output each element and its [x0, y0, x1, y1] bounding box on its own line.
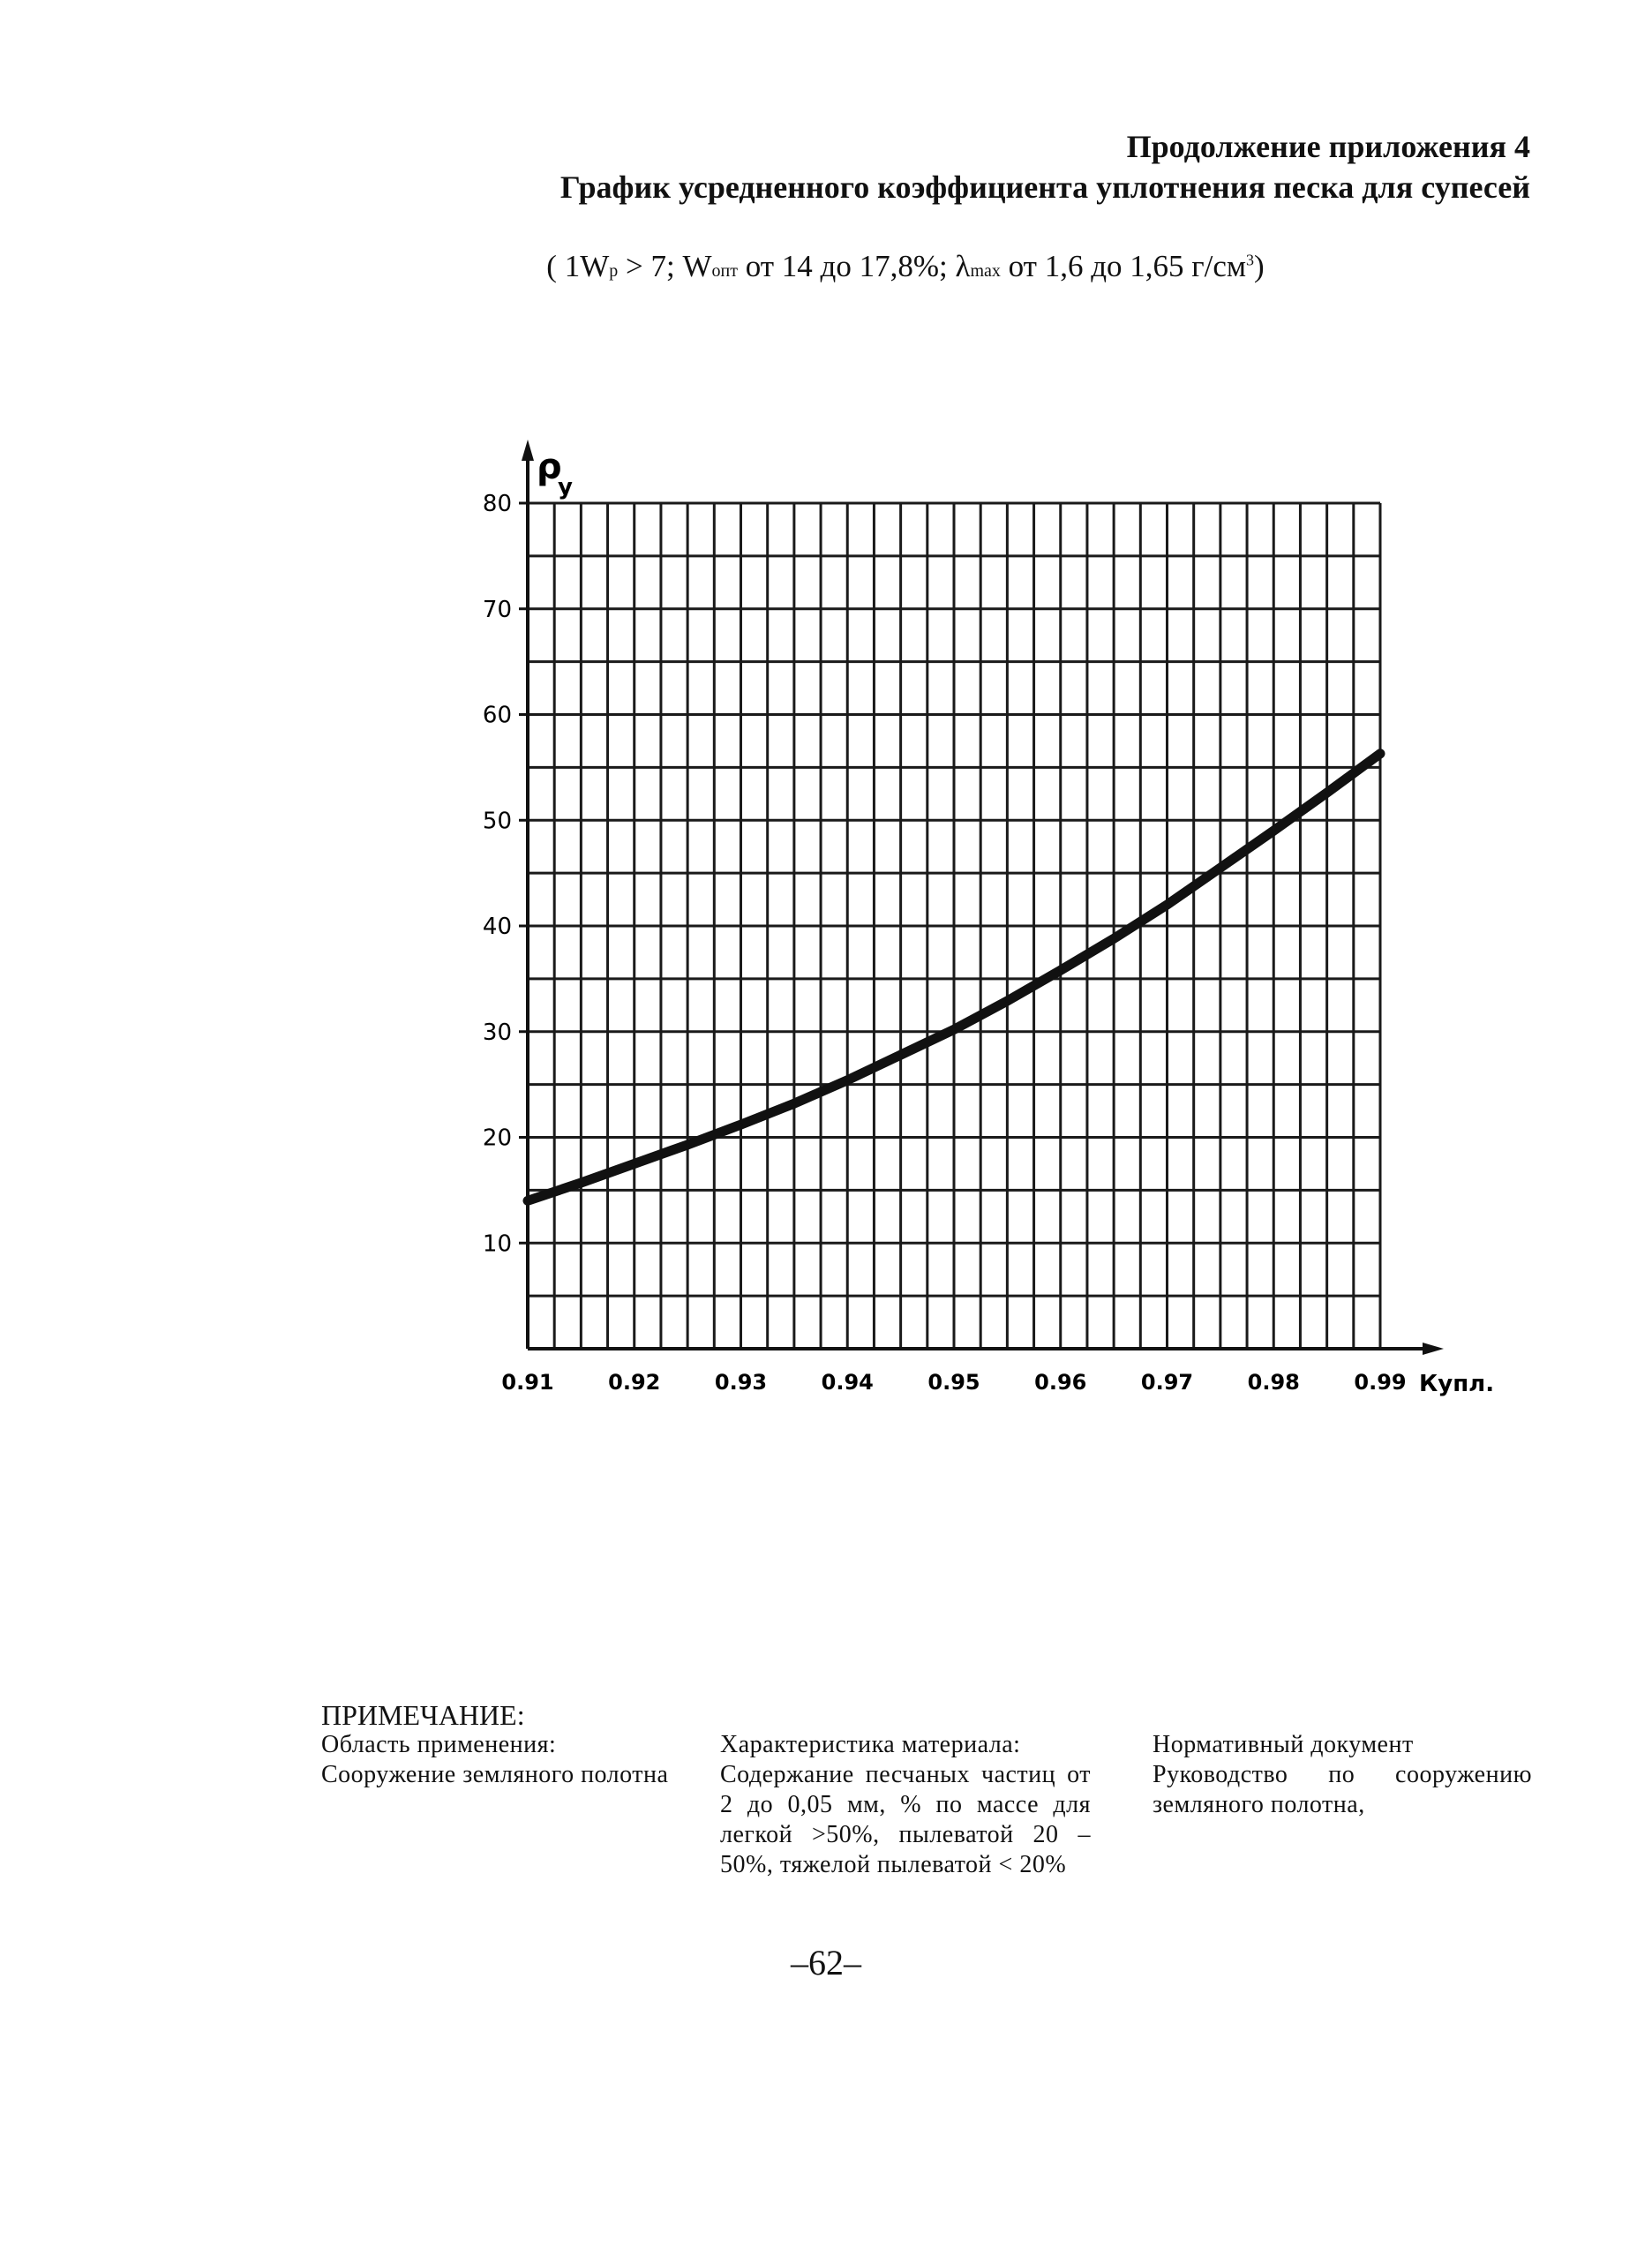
data-point	[1005, 999, 1009, 1003]
y-tick-label: 50	[482, 808, 512, 835]
note-scope-heading: Область применения:	[321, 1731, 557, 1758]
y-axis-arrow	[522, 440, 534, 461]
x-axis-arrow	[1423, 1343, 1444, 1355]
y-tick-label: 80	[482, 491, 512, 517]
y-tick-label: 20	[482, 1125, 512, 1152]
subtitle-text: )	[1254, 249, 1265, 283]
data-point	[740, 1123, 743, 1126]
y-tick-label: 70	[482, 596, 512, 623]
data-point	[1219, 866, 1222, 869]
data-point	[526, 1199, 529, 1202]
note-document-body: Руководство по сооружению земляного полотна,	[1153, 1761, 1532, 1818]
y-tick-label: 40	[482, 914, 512, 940]
data-point	[1112, 937, 1115, 940]
note-document-heading: Нормативный документ	[1153, 1731, 1414, 1758]
data-point	[579, 1181, 582, 1185]
note-scope-body: Сооружение земляного полотна	[321, 1761, 669, 1788]
subtitle-text: от 14 до 17,8%; λ	[737, 249, 971, 283]
subtitle-text: от 1,6 до 1,65 г/см	[1000, 249, 1247, 283]
y-tick-label: 10	[482, 1230, 512, 1258]
x-tick-label: 0.96	[1034, 1370, 1087, 1395]
y-tick-label: 60	[482, 702, 512, 729]
x-tick-label: 0.97	[1140, 1370, 1194, 1395]
note-material-heading: Характеристика материала:	[720, 1731, 1021, 1758]
data-point	[1166, 903, 1169, 907]
x-tick-label: 0.95	[927, 1370, 980, 1395]
data-point	[1272, 829, 1275, 832]
subtitle-sub-p: р	[609, 261, 619, 281]
y-axis-label-subscript: у	[558, 474, 573, 500]
data-point	[1378, 752, 1382, 756]
y-axis-label: ρ	[537, 447, 562, 487]
subtitle-text: > 7; W	[618, 249, 712, 283]
data-point	[792, 1102, 796, 1105]
note-column-document	[1153, 1730, 1532, 1820]
subtitle-sub-max: max	[970, 261, 1001, 281]
page-number: –62–	[791, 1943, 861, 1982]
x-tick-label: 0.93	[714, 1370, 768, 1395]
x-tick-label: 0.99	[1354, 1370, 1407, 1395]
subtitle-sub-opt: опт	[711, 261, 738, 281]
x-tick-label: 0.91	[501, 1370, 554, 1395]
note-title: ПРИМЕЧАНИЕ:	[321, 1699, 525, 1731]
data-point	[952, 1027, 956, 1031]
subtitle-sup: 3	[1246, 251, 1255, 269]
x-tick-label: 0.94	[821, 1370, 874, 1395]
data-point	[899, 1053, 903, 1057]
header-continuation: Продолжение приложения 4	[1126, 129, 1530, 164]
y-tick-label: 30	[482, 1019, 512, 1046]
data-point	[686, 1143, 689, 1147]
chart-title: График усредненного коэффициента уплотнения песка для супесей	[559, 169, 1530, 205]
data-point	[1325, 791, 1329, 794]
x-tick-label: 0.98	[1247, 1370, 1300, 1395]
data-point	[1059, 968, 1063, 972]
note-column-scope	[321, 1730, 692, 1790]
x-axis-label: Купл.	[1419, 1371, 1495, 1397]
data-point	[633, 1162, 636, 1165]
note-material-body: Содержание песчаных частиц от 2 до 0,05 мм, % по массе для легкой >50%, пылеватой 20 – 50%, тяжелой пылеватой < 20%	[720, 1761, 1091, 1878]
x-tick-label: 0.92	[608, 1370, 661, 1395]
subtitle-text: ( 1W	[546, 249, 610, 283]
data-point	[845, 1079, 849, 1082]
note-column-material	[720, 1730, 1091, 1880]
